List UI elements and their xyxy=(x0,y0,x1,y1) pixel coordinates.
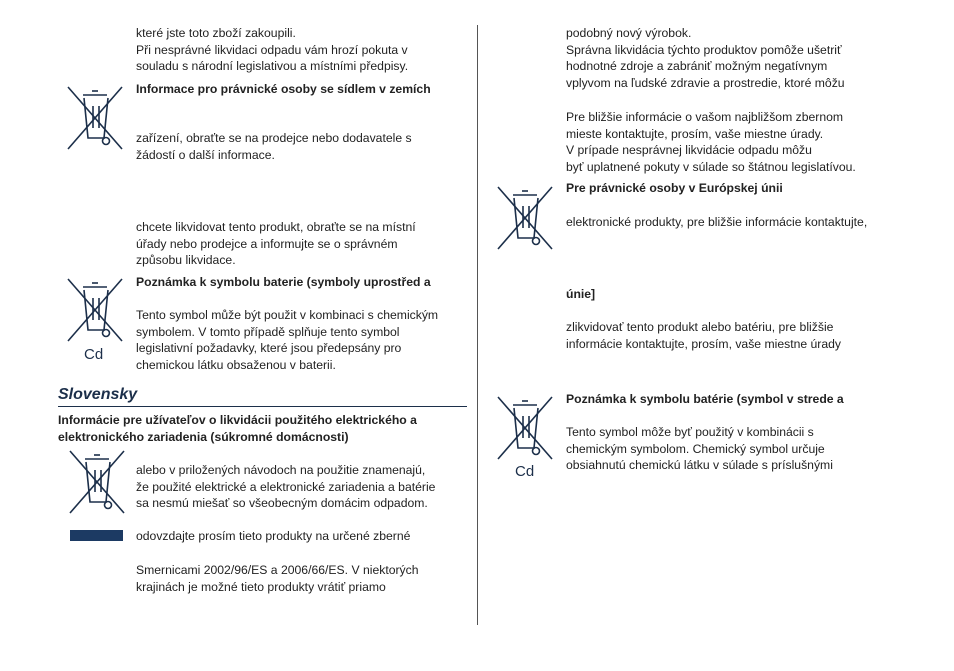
subheading: únie] xyxy=(566,287,596,301)
subheading: Pre právnické osoby v Európskej únii xyxy=(566,181,783,195)
weee-bin-icon xyxy=(66,448,128,516)
text-paragraph: Tento symbol může být použit v kombinaci s chemickým symbolem. V tomto případě splňuje tento symbol legislativní požadavky, které jsou předepsány pro chemickou látku obsaženou v baterii. xyxy=(136,308,439,372)
solid-bar-symbol xyxy=(70,530,123,541)
section-title-rule xyxy=(58,406,467,407)
column-divider xyxy=(477,25,478,625)
chemical-symbol-cd: Cd xyxy=(84,346,104,363)
chemical-symbol-cd: Cd xyxy=(515,463,535,480)
text-paragraph: elektronické produkty, pre bližšie informácie kontaktujte, xyxy=(566,215,868,229)
subheading: Informace pro právnické osoby se sídlem v zemích xyxy=(136,82,431,96)
subheading: Poznámka k symbolu baterie (symboly uprostřed a xyxy=(136,275,431,289)
text-paragraph: odovzdajte prosím tieto produkty na určené zberné xyxy=(136,529,411,543)
text-paragraph: zlikvidovať tento produkt alebo batériu, pre bližšie informácie kontaktujte, prosím, vaše miestne úrady xyxy=(566,320,842,351)
weee-bin-icon xyxy=(64,276,126,344)
weee-bin-icon xyxy=(494,394,556,462)
text-paragraph: Smernicami 2002/96/ES a 2006/66/ES. V niektorých krajinách je možné tieto produkty vrátiť priamo xyxy=(136,563,419,594)
weee-bin-icon xyxy=(494,184,556,252)
subheading: Poznámka k symbolu batérie (symbol v strede a xyxy=(566,392,844,406)
text-paragraph: zařízení, obraťte se na prodejce nebo dodavatele s žádostí o další informace. xyxy=(136,131,412,162)
section-title: Slovensky xyxy=(58,386,138,403)
subheading: Informácie pre užívateľov o likvidácii použitého elektrického a elektronického zariadenia (súkromné domácnosti) xyxy=(58,413,417,444)
text-paragraph: podobný nový výrobok. Správna likvidácia týchto produktov pomôže ušetriť hodnotné zdroje a zabrániť možným negatívnym vplyvom na ľudské zdravie a prostredie, ktoré môžu xyxy=(566,26,845,90)
text-paragraph: které jste toto zboží zakoupili. Při nesprávné likvidaci odpadu vám hrozí pokuta v souladu s národní legislativou a místními předpisy. xyxy=(136,26,409,74)
text-paragraph: Pre bližšie informácie o vašom najbližšom zbernom mieste kontaktujte, prosím, vaše miestne úrady. V prípade nesprávnej likvidácie odpadu môžu byť uplatnené pokuty v súlade so štátnou legislatívou. xyxy=(566,110,856,174)
text-paragraph: alebo v priložených návodoch na použitie znamenajú, že použité elektrické a elektronické zariadenia a batérie sa nesmú miešať so všeobecným domácim odpadom. xyxy=(136,463,436,511)
weee-bin-icon xyxy=(64,84,126,152)
text-paragraph: chcete likvidovat tento produkt, obraťte se na místní úřady nebo prodejce a informujte se o správném způsobu likvidace. xyxy=(136,220,416,268)
text-paragraph: Tento symbol môže byť použitý v kombinácii s chemickým symbolom. Chemický symbol určuje obsiahnutú chemickú látku v súlade s príslušnými xyxy=(566,425,833,473)
